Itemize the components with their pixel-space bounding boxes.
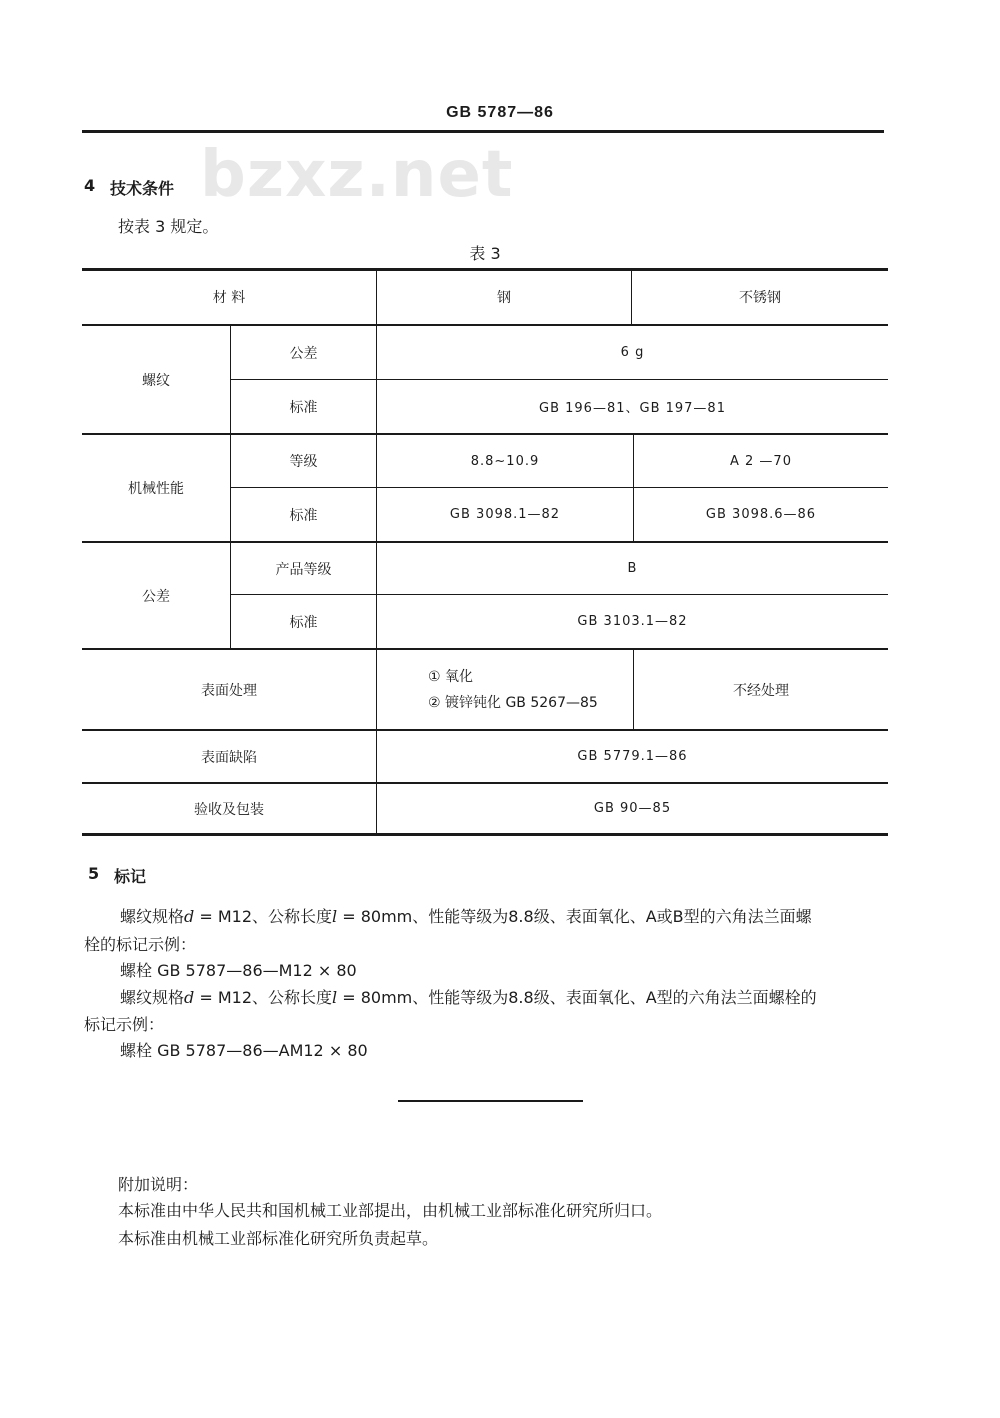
section-4-title: 技术条件: [110, 179, 175, 198]
head-steel: 钢: [497, 290, 511, 306]
surface-steel-option-1: ① 氧化: [428, 669, 474, 685]
p2-prefix: 螺纹规格: [120, 988, 185, 1007]
appendix-line-1: 本标准由中华人民共和国机械工业部提出，由机械工业部标准化研究所归口。: [118, 1201, 663, 1220]
p1-l: l: [332, 907, 338, 926]
appendix-line-2: 本标准由机械工业部标准化研究所负责起草。: [118, 1229, 439, 1248]
row-group-mechanical: 机械性能: [128, 481, 184, 497]
surface-label: 表面处理: [201, 682, 257, 699]
surface-stainless: 不经处理: [733, 682, 789, 699]
marking-paragraph-2-cont: 标记示例：: [84, 1015, 165, 1034]
mech-standard-stainless: GB 3098.6—86: [705, 507, 817, 522]
page-header: GB 5787—86: [446, 104, 554, 121]
tol-standard-label: 标准: [289, 614, 318, 631]
defect-label: 表面缺陷: [201, 749, 257, 766]
section-5-title: 标记: [114, 867, 147, 886]
tol-grade-label: 产品等级: [275, 561, 332, 578]
p1-prefix: 螺纹规格: [120, 907, 185, 926]
row-group-thread: 螺纹: [142, 372, 170, 389]
appendix-title: 附加说明：: [118, 1175, 199, 1194]
header-rule: [82, 130, 884, 133]
tol-grade-value: B: [627, 561, 638, 576]
marking-paragraph-2: [120, 985, 817, 1008]
thread-tolerance-label: 公差: [289, 345, 318, 362]
surface-steel-option-2: ② 镀锌钝化 GB 5267—85: [428, 695, 598, 711]
mech-grade-label: 等级: [289, 454, 318, 470]
thread-standard-label: 标准: [289, 399, 318, 416]
thread-tolerance-value: 6 g: [620, 345, 645, 360]
p1-d: d: [184, 907, 195, 926]
defect-value: GB 5779.1—86: [577, 749, 688, 764]
head-material: 材 料: [212, 290, 246, 306]
mech-standard-label: 标准: [289, 507, 318, 524]
end-rule: [398, 1100, 583, 1102]
mech-grade-stainless: A 2 —70: [730, 453, 792, 469]
table-bottom-rule: [82, 833, 888, 836]
marking-example-2: 螺栓 GB 5787—86—AM12 × 80: [120, 1041, 368, 1060]
p2-d: d: [184, 988, 195, 1007]
p2-mid: = M12、公称长度: [194, 988, 333, 1007]
p1-rest: = 80mm、性能等级为8.8级、表面氧化、A或B型的六角法兰面螺: [337, 907, 812, 926]
section-4-number: 4: [84, 176, 96, 195]
table-caption: 表 3: [469, 244, 501, 263]
row-group-tolerance: 公差: [142, 588, 170, 605]
p2-rest: = 80mm、性能等级为8.8级、表面氧化、A型的六角法兰面螺栓的: [337, 988, 817, 1007]
marking-paragraph-1: [120, 904, 812, 927]
p2-l: l: [332, 988, 338, 1007]
p1-mid: = M12、公称长度: [194, 907, 333, 926]
pack-label: 验收及包装: [194, 801, 264, 818]
tol-standard-value: GB 3103.1—82: [577, 614, 688, 629]
thread-standard-value: GB 196—81、GB 197—81: [539, 401, 726, 416]
section-4-intro: 按表 3 规定。: [118, 217, 219, 236]
section-5-number: 5: [88, 864, 100, 883]
watermark: bzxz.net: [200, 138, 514, 212]
pack-value: GB 90—85: [593, 801, 672, 816]
marking-paragraph-1-cont: 栓的标记示例：: [84, 935, 197, 954]
head-stainless: 不锈钢: [739, 290, 781, 306]
mech-grade-steel: 8.8~10.9: [470, 453, 540, 469]
mech-standard-steel: GB 3098.1—82: [449, 507, 561, 522]
marking-example-1: 螺栓 GB 5787—86—M12 × 80: [120, 961, 357, 980]
